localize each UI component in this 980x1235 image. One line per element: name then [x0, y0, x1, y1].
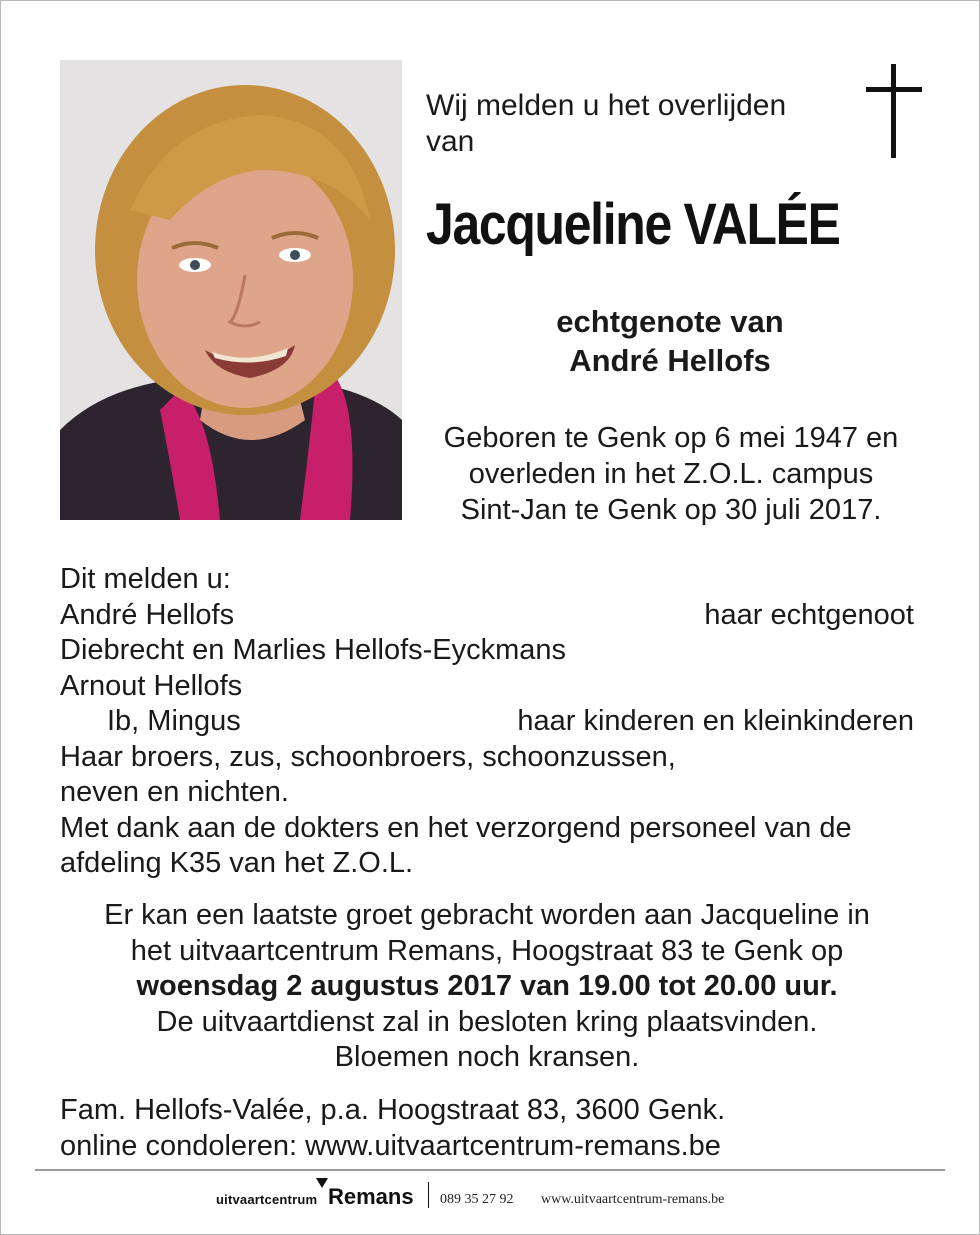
triangle-marker-icon [316, 1178, 328, 1188]
farewell-block [60, 898, 914, 1076]
footer-divider [35, 1169, 945, 1171]
born-line: overleden in het Z.O.L. campus [468, 458, 874, 490]
farewell-line: Er kan een laatste groet gebracht worden aan Jacqueline in [104, 899, 870, 931]
farewell-line: De uitvaartdienst zal in besloten kring plaatsvinden. [156, 1005, 818, 1038]
spouse-block [440, 302, 900, 380]
footer-phone: 089 35 27 92 [440, 1192, 514, 1207]
mourners-list [60, 562, 914, 882]
mourner-row: Diebrecht en Marlies Hellofs-Eyckmans [60, 634, 567, 666]
portrait-illustration [60, 60, 402, 520]
family-address [60, 1093, 914, 1164]
spouse-line: echtgenote van [556, 304, 784, 339]
mourner-relation: haar kinderen en kleinkinderen [517, 705, 914, 737]
spouse-name: André Hellofs [569, 343, 771, 378]
farewell-line: Bloemen noch kransen. [334, 1041, 640, 1073]
thanks-line: afdeling K35 van het Z.O.L. [60, 847, 414, 879]
mourner-row [60, 598, 914, 634]
mourner-relation: haar echtgenoot [704, 598, 914, 631]
deceased-name: Jacqueline VALÉE [426, 192, 840, 257]
mourner-row: Arnout Hellofs [60, 669, 243, 702]
footer-website: www.uitvaartcentrum-remans.be [541, 1192, 725, 1207]
born-line: Geboren te Genk op 6 mei 1947 en [443, 422, 899, 454]
farewell-line: het uitvaartcentrum Remans, Hoogstraat 83 te Genk op [130, 934, 844, 967]
address-line: Fam. Hellofs-Valée, p.a. Hoogstraat 83, 3600 Genk. [60, 1094, 726, 1126]
mourners-heading: Dit melden u: [60, 563, 231, 595]
brand-subtitle: uitvaartcentrum [216, 1192, 318, 1207]
intro-line: Wij melden u het overlijden [426, 89, 787, 122]
footer [0, 1178, 980, 1218]
intro-line: van [426, 125, 475, 158]
footer-separator [428, 1182, 429, 1208]
mourner-row [60, 704, 914, 740]
mourner-name: Ib, Mingus [107, 705, 241, 737]
portrait-photo [60, 60, 402, 520]
thanks-line: Met dank aan de dokters en het verzorgend personeel van de [60, 811, 852, 844]
mourner-row: Haar broers, zus, schoonbroers, schoonzussen, [60, 740, 676, 773]
condolence-line: online condoleren: www.uitvaartcentrum-remans.be [60, 1129, 721, 1162]
farewell-date: woensdag 2 augustus 2017 van 19.00 tot 20.00 uur. [136, 970, 838, 1002]
intro-text [426, 88, 826, 160]
cross-icon [866, 64, 922, 158]
mourner-row: neven en nichten. [60, 776, 289, 808]
brand-logo: Remans [328, 1184, 414, 1209]
mourner-name: André Hellofs [60, 598, 235, 631]
born-line: Sint-Jan te Genk op 30 juli 2017. [460, 494, 882, 526]
birth-death-block [418, 420, 924, 528]
